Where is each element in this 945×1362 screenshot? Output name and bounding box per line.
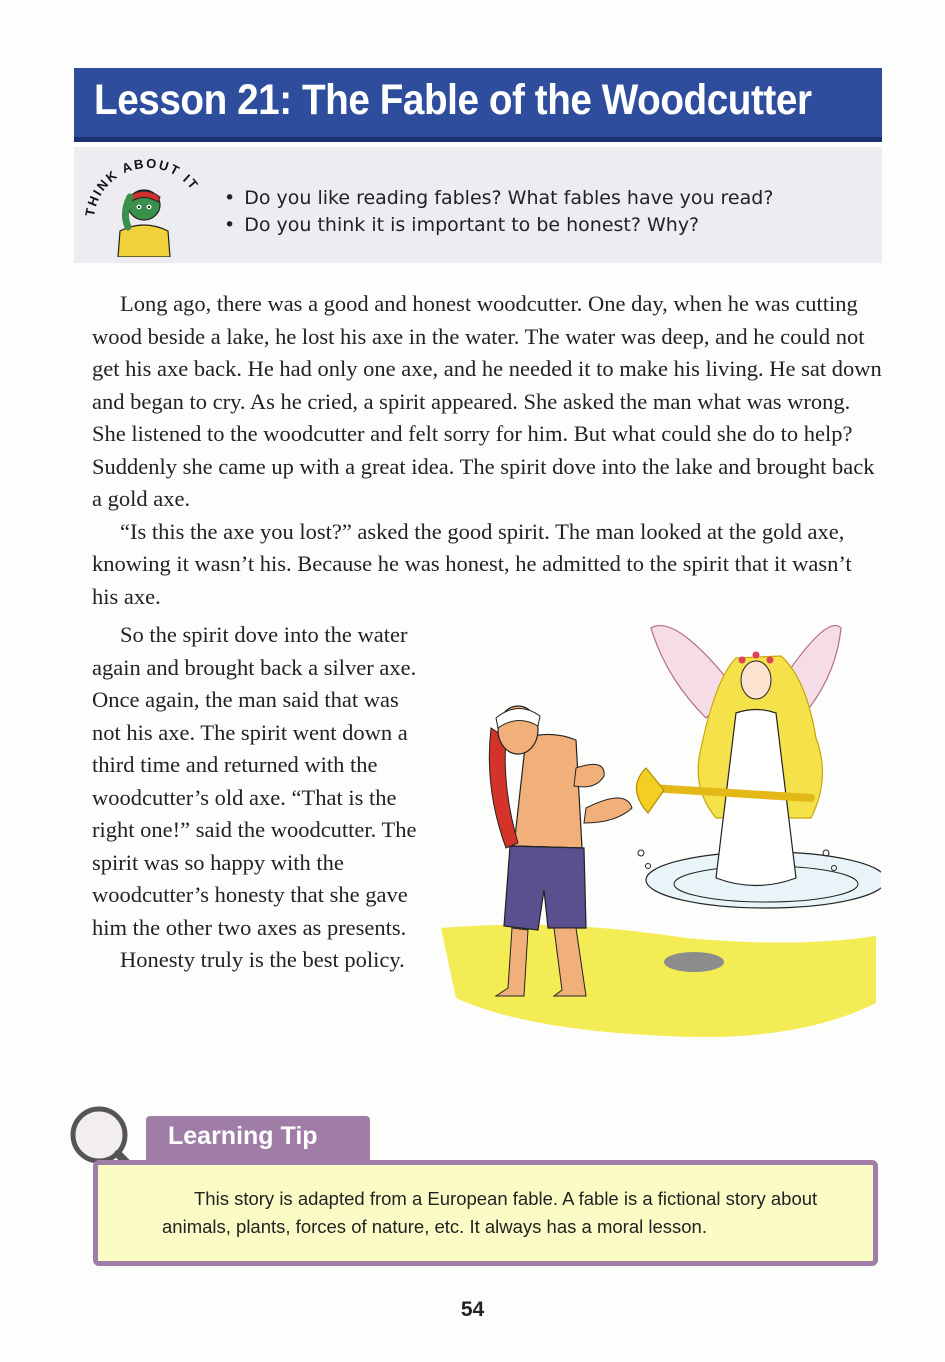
- story-paragraph: Long ago, there was a good and honest woodcutter. One day, when he was cutting wood beside a lake, he lost his axe in the water. The water was deep, and he could not get his axe back. He had only one axe, and he needed it to make his living. He sat down and began to cry. As he cried, a spirit appeared. She asked the man what was wrong. She listened to the woodcutter and felt sorry for him. But what could she do to help? Suddenly she came up with a great idea. The spirit dove into the lake and brought back a gold axe.: [92, 291, 882, 511]
- story-text-column: [92, 619, 430, 977]
- page-number: 54: [460, 1298, 485, 1321]
- story-paragraph: So the spirit dove into the water again and brought back a silver axe. Once again, the man said that was not his axe. The spirit went down a third time and returned with the woodcutter’s old axe. “That is the right one!” said the woodcutter. The spirit was so happy with the woodcutter’s honesty that she gave him the other two axes as presents.: [92, 622, 417, 940]
- think-about-it-mascot-icon: [82, 157, 212, 257]
- lesson-title: Lesson 21: The Fable of the Woodcutter: [94, 76, 812, 124]
- think-about-it-questions: [224, 185, 773, 239]
- story-paragraph: Honesty truly is the best policy.: [120, 947, 405, 972]
- learning-tip-tab: [146, 1116, 370, 1160]
- learning-tip-text: This story is adapted from a European fable. A fable is a fictional story about animals, plants, forces of nature, etc. It always has a moral lesson.: [162, 1188, 818, 1237]
- story-paragraph: “Is this the axe you lost?” asked the good spirit. The man looked at the gold axe, knowing it wasn’t his. Because he was honest, he admitted to the spirit that it wasn’t his axe.: [92, 518, 852, 609]
- learning-tip-label: Learning Tip: [168, 1122, 318, 1150]
- think-question: • Do you like reading fables? What fables have you read?: [224, 185, 773, 212]
- lesson-title-bar: [74, 68, 882, 142]
- think-about-it-label: THINK ABOUT IT: [82, 157, 203, 218]
- think-question: • Do you think it is important to be honest? Why?: [224, 212, 773, 239]
- think-about-it-box: [74, 147, 882, 263]
- learning-tip-box: [93, 1160, 878, 1266]
- story-text-full-width: [92, 288, 882, 613]
- woodcutter-and-spirit-illustration: [436, 618, 881, 1043]
